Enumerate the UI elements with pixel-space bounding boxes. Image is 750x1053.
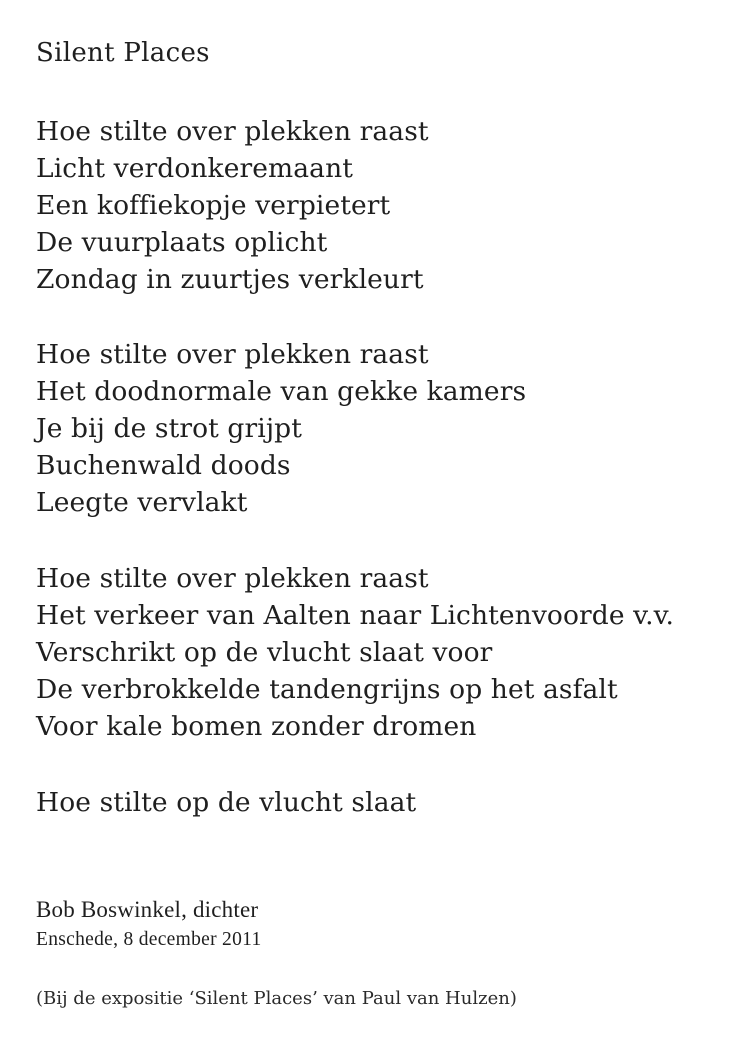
stanza: [36, 784, 416, 821]
stanza: [36, 560, 674, 745]
poem-line: Het doodnormale van gekke kamers: [36, 376, 527, 407]
poem-line: Hoe stilte over plekken raast: [36, 563, 429, 594]
poem-line: Licht verdonkeremaant: [36, 153, 353, 184]
author-signature: Bob Boswinkel, dichter: [36, 897, 259, 922]
poem-line: De vuurplaats oplicht: [36, 227, 328, 258]
poem-line: Voor kale bomen zonder dromen: [36, 711, 477, 742]
poem-line: Buchenwald doods: [36, 450, 291, 481]
poem-line: Hoe stilte over plekken raast: [36, 339, 429, 370]
poem-line: Je bij de strot grijpt: [36, 413, 302, 444]
place-and-date: Enschede, 8 december 2011: [36, 929, 262, 950]
poem-line: Hoe stilte op de vlucht slaat: [36, 787, 417, 818]
exhibition-note: (Bij de expositie ‘Silent Places’ van Paul van Hulzen): [36, 988, 517, 1009]
poem-line: Zondag in zuurtjes verkleurt: [36, 264, 424, 295]
poem-line: Het verkeer van Aalten naar Lichtenvoorde v.v.: [36, 600, 675, 631]
stanza: [36, 113, 429, 298]
poem-title: Silent Places: [36, 38, 210, 68]
poem-line: Leegte vervlakt: [36, 487, 248, 518]
poem-line: De verbrokkelde tandengrijns op het asfalt: [36, 674, 618, 705]
poem-line: Hoe stilte over plekken raast: [36, 116, 429, 147]
stanza: [36, 336, 526, 521]
poem-line: Verschrikt op de vlucht slaat voor: [36, 637, 493, 668]
poem-line: Een koffiekopje verpietert: [36, 190, 391, 221]
